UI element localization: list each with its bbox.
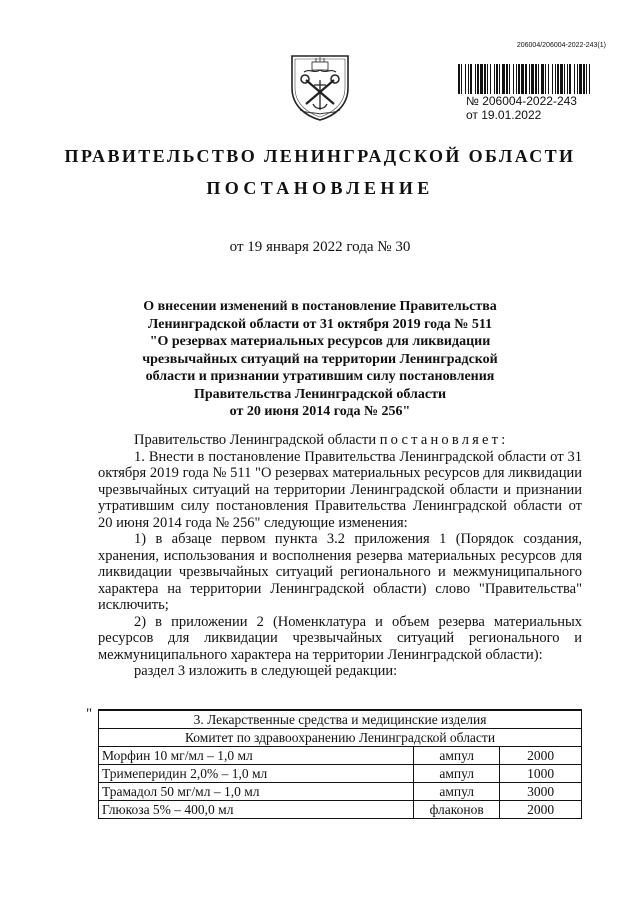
- opening-quote: ": [86, 706, 93, 722]
- barcode-icon: [457, 64, 591, 94]
- registration-number: № 206004-2022-243: [466, 94, 577, 108]
- table-row: [99, 783, 582, 801]
- document-type: ПОСТАНОВЛЕНИЕ: [206, 178, 434, 198]
- subject-line: от 20 июня 2014 года № 256": [229, 404, 411, 419]
- item-unit-cell: ампул: [414, 765, 500, 783]
- document-subject: [130, 298, 510, 421]
- item-qty-cell: 2000: [500, 747, 582, 765]
- subject-line: О внесении изменений в постановление Правительства: [143, 299, 497, 314]
- coat-of-arms-icon: [286, 52, 354, 122]
- table-row: [99, 747, 582, 765]
- preamble-resolves: постановляет:: [379, 432, 509, 448]
- item-unit-cell: ампул: [414, 747, 500, 765]
- item-name-cell: Тримеперидин 2,0% – 1,0 мл: [99, 765, 414, 783]
- registration-stamp: [466, 94, 577, 122]
- doc-reference: 206004/206004-2022-243(1): [516, 42, 606, 49]
- subject-line: Ленинградской области от 31 октября 2019 года № 511: [147, 316, 493, 332]
- item-unit-cell: ампул: [414, 783, 500, 801]
- subject-line: Правительства Ленинградской области: [193, 386, 447, 402]
- table-row: [99, 765, 582, 783]
- item-unit-cell: флаконов: [414, 801, 500, 819]
- document-date-number: от 19 января 2022 года № 30: [229, 239, 411, 255]
- paragraph-1: 1. Внести в постановление Правительства Ленинградской области от 31 октября 2019 года № 511 "О резервах материальных ресурсов для ликвидации чрезвычайных ситуаций на территории Ленинградской области и признании утратившим силу постановления Правительства Ленинградской области от 20 июня 2014 года № 256" следующие изменения:: [98, 448, 582, 531]
- subject-line: области и признании утратившим силу постановления: [145, 369, 495, 384]
- paragraph-1-2: 2) в приложении 2 (Номенклатура и объем резерва материальных ресурсов для ликвидации чрезвычайных ситуаций регионального и межмуниципального характера на территории Ленинградской области):: [98, 613, 582, 663]
- item-name-cell: Глюкоза 5% – 400,0 мл: [99, 801, 414, 819]
- table-section-row: [99, 710, 582, 729]
- section-title-cell: 3. Лекарственные средства и медицинские изделия: [99, 710, 582, 729]
- item-qty-cell: 1000: [500, 765, 582, 783]
- paragraph-1-1: 1) в абзаце первом пункта 3.2 приложения 1 (Порядок создания, хранения, использования и восполнения резерва материальных ресурсов для ликвидации чрезвычайных ситуаций регионального и межмуниципального характера на территории Ленинградской области) слово "Правительства" исключить;: [98, 531, 582, 613]
- paragraph-section-3: раздел 3 изложить в следующей редакции:: [134, 663, 398, 679]
- table-committee-row: [99, 729, 582, 747]
- registration-date: от 19.01.2022: [466, 108, 542, 122]
- item-qty-cell: 2000: [500, 801, 582, 819]
- table-row: [99, 801, 582, 819]
- reserve-table: [98, 709, 582, 819]
- organization-title: ПРАВИТЕЛЬСТВО ЛЕНИНГРАДСКОЙ ОБЛАСТИ: [64, 146, 576, 166]
- subject-line: чрезвычайных ситуаций на территории Ленинградской: [142, 351, 498, 367]
- preamble: [98, 432, 582, 449]
- preamble-lead: Правительство Ленинградской области: [134, 432, 380, 448]
- item-qty-cell: 3000: [500, 783, 582, 801]
- committee-cell: Комитет по здравоохранению Ленинградской области: [99, 729, 582, 747]
- item-name-cell: Трамадол 50 мг/мл – 1,0 мл: [99, 783, 414, 801]
- document-body: [98, 432, 582, 680]
- item-name-cell: Морфин 10 мг/мл – 1,0 мл: [99, 747, 414, 765]
- subject-line: "О резервах материальных ресурсов для ликвидации: [149, 334, 491, 349]
